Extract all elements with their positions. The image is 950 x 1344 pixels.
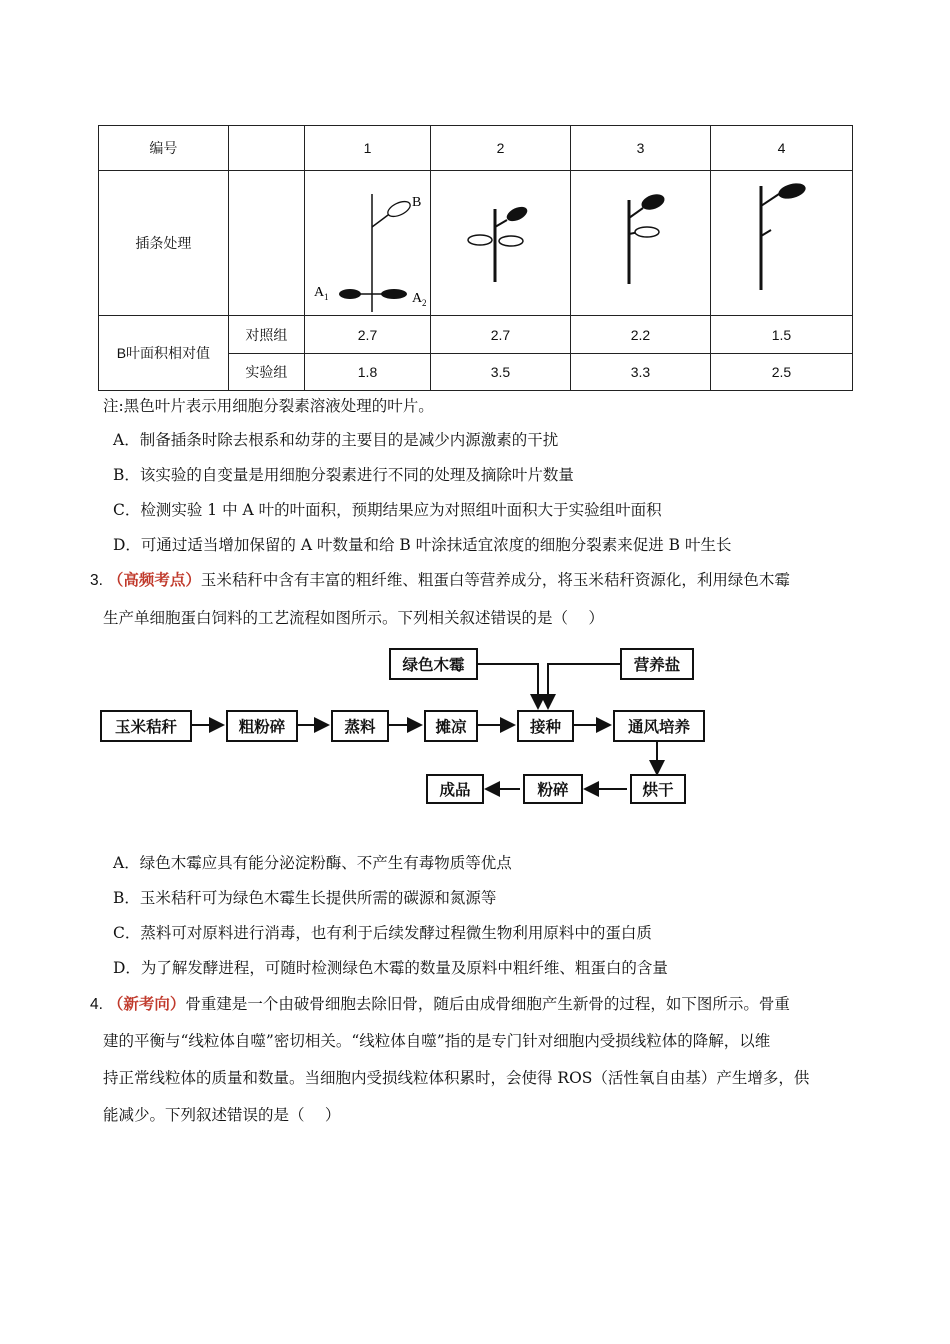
q4-line-1 — [90, 992, 790, 1017]
header-col-3: 3 — [570, 126, 710, 171]
table-control-row — [99, 316, 853, 354]
flow-chart — [95, 648, 815, 808]
header-col-1: 1 — [305, 126, 431, 171]
flow-inoculate: 接种 — [517, 710, 574, 742]
q3-option-a: A．绿色木霉应具有能分泌淀粉酶、不产生有毒物质等优点 — [113, 854, 512, 872]
flow-mold: 绿色木霉 — [389, 648, 478, 680]
q4-number: 4. — [90, 996, 103, 1013]
q4-stem-1: 骨重建是一个由破骨细胞去除旧骨，随后由成骨细胞产生新骨的过程，如下图所示。骨重 — [185, 995, 790, 1013]
flow-dry: 烘干 — [630, 774, 686, 804]
label-a1-sub: 1 — [323, 291, 328, 302]
plant-1-cell — [305, 171, 431, 316]
q3-option-c: C．蒸料可对原料进行消毒，也有利于后续发酵过程微生物利用原料中的蛋白质 — [113, 924, 652, 942]
label-a2: A — [411, 290, 422, 306]
flow-corn: 玉米秸秆 — [100, 710, 192, 742]
q3-stem-1: 玉米秸秆中含有丰富的粗纤维、粗蛋白等营养成分，将玉米秸秆资源化，利用绿色木霉 — [200, 571, 790, 589]
flow-culture: 通风培养 — [613, 710, 705, 742]
q3-option-b: B．玉米秸秆可为绿色木霉生长提供所需的碳源和氮源等 — [113, 889, 497, 907]
control-value-1: 2.7 — [305, 316, 431, 354]
experiment-table — [98, 125, 853, 391]
q4-line-2: 建的平衡与“线粒体自噬”密切相关。“线粒体自噬”指的是专门针对细胞内受损线粒体的降解，以维 — [103, 1032, 771, 1050]
control-value-4: 1.5 — [710, 316, 852, 354]
flow-crush: 粉碎 — [523, 774, 583, 804]
label-a1: A — [313, 284, 324, 300]
plant-1-illustration — [306, 172, 430, 312]
flow-steam: 蒸料 — [331, 710, 389, 742]
q3-tag: （高频考点） — [107, 570, 201, 589]
flow-grind: 粗粉碎 — [226, 710, 298, 742]
q4-line-3: 持正常线粒体的质量和数量。当细胞内受损线粒体积累时，会使得 ROS（活性氧自由基）产生增多，供 — [103, 1069, 810, 1087]
plant-3-cell — [570, 171, 710, 316]
q2-option-c: C．检测实验 1 中 A 叶的叶面积，预期结果应为对照组叶面积大于实验组叶面积 — [113, 501, 662, 519]
experiment-value-3: 3.3 — [570, 354, 710, 391]
table-treatment-row — [99, 171, 853, 316]
q4-tag: （新考向） — [107, 994, 186, 1013]
control-label: 对照组 — [228, 316, 304, 354]
q4-line-4: 能减少。下列叙述错误的是（ ） — [103, 1106, 341, 1124]
header-empty — [228, 126, 304, 171]
header-label: 编号 — [99, 126, 229, 171]
header-col-4: 4 — [710, 126, 852, 171]
control-value-3: 2.2 — [570, 316, 710, 354]
label-a2-sub: 2 — [421, 297, 426, 308]
plant-4-illustration — [711, 172, 852, 312]
treatment-empty — [228, 171, 304, 316]
q2-option-b: B．该实验的自变量是用细胞分裂素进行不同的处理及摘除叶片数量 — [113, 466, 574, 484]
control-value-2: 2.7 — [430, 316, 570, 354]
q3-option-d: D．为了解发酵进程，可随时检测绿色木霉的数量及原料中粗纤维、粗蛋白的含量 — [113, 959, 668, 977]
experiment-label: 实验组 — [228, 354, 304, 391]
experiment-value-4: 2.5 — [710, 354, 852, 391]
plant-2-cell — [430, 171, 570, 316]
experiment-value-1: 1.8 — [305, 354, 431, 391]
flow-salt: 营养盐 — [620, 648, 694, 680]
q2-option-d: D．可通过适当增加保留的 A 叶数量和给 B 叶涂抹适宜浓度的细胞分裂素来促进 B 叶生长 — [113, 536, 732, 554]
q2-option-a: A．制备插条时除去根系和幼芽的主要目的是减少内源激素的干扰 — [113, 431, 559, 449]
table-header-row — [99, 126, 853, 171]
header-col-2: 2 — [430, 126, 570, 171]
flow-cool: 摊凉 — [424, 710, 478, 742]
measure-label-text: B叶面积相对值 — [116, 345, 211, 361]
label-b: B — [411, 194, 421, 210]
q3-number: 3. — [90, 572, 103, 589]
plant-4-cell — [710, 171, 852, 316]
experiment-value-2: 3.5 — [430, 354, 570, 391]
plant-2-illustration — [431, 172, 570, 312]
table-note: 注:黑色叶片表示用细胞分裂素溶液处理的叶片。 — [103, 397, 434, 415]
plant-3-illustration — [571, 172, 710, 312]
flow-product: 成品 — [426, 774, 484, 804]
measure-label — [99, 316, 229, 391]
q3-line-2: 生产单细胞蛋白饲料的工艺流程如图所示。下列相关叙述错误的是（ ） — [103, 609, 604, 627]
treatment-label: 插条处理 — [99, 171, 229, 316]
q3-line-1 — [90, 568, 790, 593]
